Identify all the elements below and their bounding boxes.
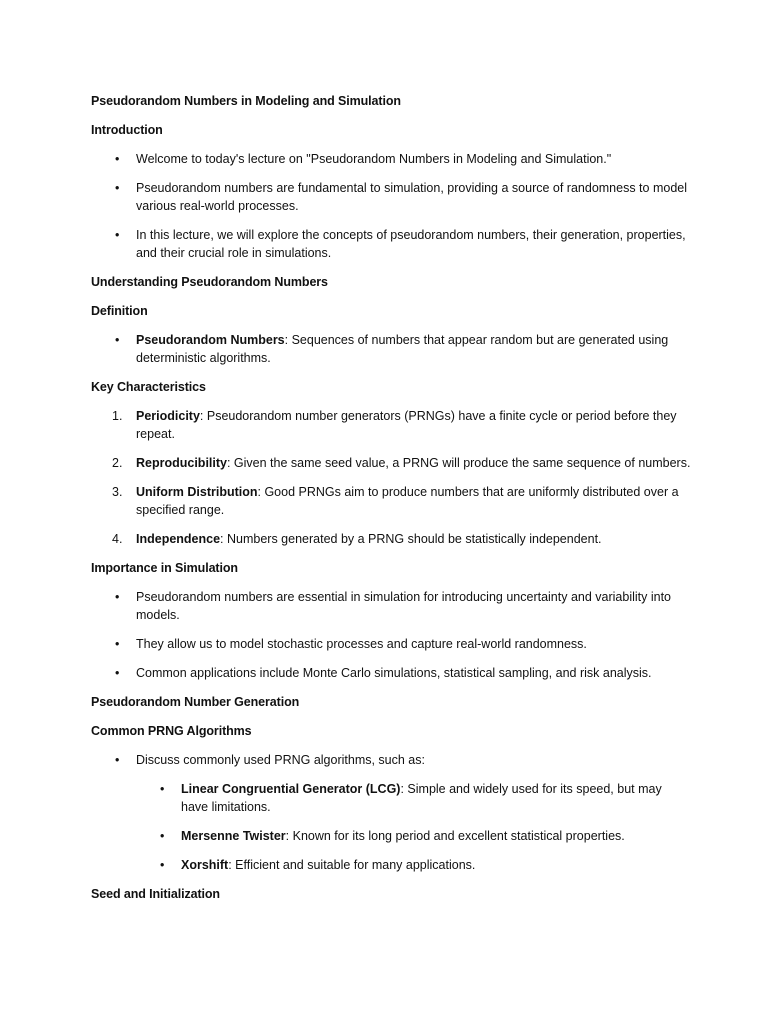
- importance-list: [91, 588, 691, 682]
- list-item: [91, 751, 691, 874]
- algorithms-sublist: [136, 780, 691, 874]
- list-item: [91, 483, 691, 519]
- list-item: • Pseudorandom numbers are essential in simulation for introducing uncertainty and variability into models.: [91, 588, 691, 624]
- heading-importance: Importance in Simulation: [91, 561, 238, 575]
- term: Xorshift: [181, 858, 229, 872]
- sublist-item: [136, 856, 691, 874]
- sublist-item: [136, 780, 691, 816]
- sublist-item: [136, 827, 691, 845]
- heading-definition: Definition: [91, 304, 148, 318]
- list-item: • Welcome to today's lecture on "Pseudorandom Numbers in Modeling and Simulation.": [91, 150, 691, 168]
- definition-list: [91, 331, 691, 367]
- document-page: [91, 92, 691, 914]
- term-description: : Given the same seed value, a PRNG will produce the same sequence of numbers.: [226, 456, 691, 470]
- introduction-list: [91, 150, 691, 262]
- item-number: 2.: [112, 456, 123, 470]
- algorithms-list: [91, 751, 691, 874]
- heading-seed: Seed and Initialization: [91, 887, 220, 901]
- term: Reproducibility: [136, 456, 227, 470]
- list-item: • Pseudorandom numbers are fundamental to simulation, providing a source of randomness to model various real-world processes.: [91, 179, 691, 215]
- item-number: 4.: [112, 532, 123, 546]
- heading-key-characteristics: Key Characteristics: [91, 380, 206, 394]
- algorithms-intro: Discuss commonly used PRNG algorithms, such as:: [136, 753, 425, 767]
- item-number: 1.: [112, 409, 123, 423]
- characteristics-list: [91, 407, 691, 548]
- term: Periodicity: [136, 409, 200, 423]
- term-description: : Simple and widely used for its speed, but may have limitations.: [181, 782, 662, 814]
- list-item: • In this lecture, we will explore the concepts of pseudorandom numbers, their generation, properties, and their crucial role in simulations.: [91, 226, 691, 262]
- term-description: : Sequences of numbers that appear random but are generated using deterministic algorithms.: [136, 333, 669, 365]
- list-item: [91, 530, 691, 548]
- heading-introduction: Introduction: [91, 123, 163, 137]
- list-item: • Common applications include Monte Carlo simulations, statistical sampling, and risk analysis.: [91, 664, 691, 682]
- document-title: Pseudorandom Numbers in Modeling and Simulation: [91, 94, 401, 108]
- term-description: : Known for its long period and excellent statistical properties.: [285, 829, 625, 843]
- term: Mersenne Twister: [181, 829, 286, 843]
- term-description: : Good PRNGs aim to produce numbers that are uniformly distributed over a specified range.: [136, 485, 679, 517]
- list-item: • They allow us to model stochastic processes and capture real-world randomness.: [91, 635, 691, 653]
- term: Linear Congruential Generator (LCG): [181, 782, 401, 796]
- term: Independence: [136, 532, 221, 546]
- item-number: 3.: [112, 485, 123, 499]
- term-description: : Efficient and suitable for many applications.: [228, 858, 476, 872]
- heading-understanding: Understanding Pseudorandom Numbers: [91, 275, 328, 289]
- term: Pseudorandom Numbers: [136, 333, 285, 347]
- term: Uniform Distribution: [136, 485, 258, 499]
- heading-generation: Pseudorandom Number Generation: [91, 695, 300, 709]
- heading-algorithms: Common PRNG Algorithms: [91, 724, 252, 738]
- term-description: : Pseudorandom number generators (PRNGs) have a finite cycle or period before they repeat.: [136, 409, 677, 441]
- list-item: [91, 407, 691, 443]
- list-item: [91, 331, 691, 367]
- term-description: : Numbers generated by a PRNG should be statistically independent.: [220, 532, 602, 546]
- list-item: [91, 454, 691, 472]
